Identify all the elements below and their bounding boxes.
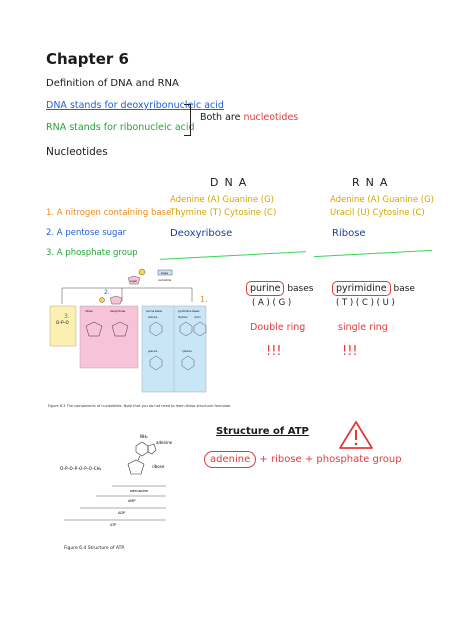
warning-icon bbox=[338, 420, 374, 454]
dna-definition: DNA stands for deoxyribonucleic acid bbox=[46, 100, 224, 111]
dna-bases-line2: Thymine (T) Cytosine (C) bbox=[170, 208, 277, 218]
divider-line-rna bbox=[314, 250, 432, 257]
nucleotide-components-figure bbox=[42, 266, 212, 398]
component-base: 1. A nitrogen containing base bbox=[46, 208, 172, 218]
single-ring-note: single ring bbox=[338, 322, 388, 333]
atp-label-adp: ADP bbox=[118, 511, 126, 515]
atp-bond bbox=[138, 456, 140, 460]
both-word: nucleotides bbox=[243, 112, 299, 123]
atp-ribose-ring bbox=[128, 460, 144, 474]
sugar-panel bbox=[80, 306, 138, 368]
atp-label-ribose: ribose bbox=[152, 464, 165, 469]
label-purine: purine bases bbox=[146, 310, 163, 313]
atp-diagram-svg bbox=[56, 430, 216, 540]
mark-1: 1. bbox=[200, 295, 208, 304]
adenine-ring-1 bbox=[136, 442, 148, 456]
mark-3: 3. bbox=[64, 313, 70, 320]
pyrimidine-label: pyrimidine bbox=[332, 281, 391, 296]
rna-bases bbox=[330, 194, 434, 220]
chapter-title: Chapter 6 bbox=[46, 50, 129, 68]
dna-bases-line1: Adenine (A) Guanine (G) bbox=[170, 195, 274, 205]
atp-structure-heading: Structure of ATP bbox=[216, 426, 309, 437]
nucleotide-diagram-svg bbox=[42, 266, 212, 398]
pyrimidine-list: ( T ) ( C ) ( U ) bbox=[336, 298, 395, 308]
purine-note bbox=[246, 276, 313, 295]
dna-column-heading: DNA bbox=[210, 176, 253, 189]
double-ring-note: Double ring bbox=[250, 322, 306, 333]
label-pyrimidine: pyrimidine bases bbox=[178, 310, 200, 313]
atp-label-adenosine: adenosine bbox=[130, 489, 149, 493]
rna-column-heading: RNA bbox=[352, 176, 394, 189]
label-nucleotide: nucleotide bbox=[158, 279, 172, 282]
component-sugar: 2. A pentose sugar bbox=[46, 228, 127, 238]
purine-suffix: bases bbox=[284, 284, 314, 294]
sugar-node-2 bbox=[110, 296, 122, 304]
figure1-caption: Figure 6.3 The components of nucleotides. Note that you do not need to learn these structural formulae. bbox=[48, 404, 232, 408]
purine-label: purine bbox=[246, 281, 284, 296]
label-ribose: ribose bbox=[85, 310, 93, 313]
label-sugar: sugar bbox=[130, 280, 138, 283]
rna-sugar: Ribose bbox=[332, 228, 366, 239]
dna-sugar: Deoxyribose bbox=[170, 228, 233, 239]
label-guanine: guanine bbox=[148, 350, 158, 353]
atp-caption: Figure 6.4 Structure of ATP. bbox=[64, 546, 125, 551]
divider-line-dna bbox=[160, 251, 306, 260]
label-base: base bbox=[161, 271, 169, 275]
component-phosphate: 3. A phosphate group bbox=[46, 248, 138, 258]
rna-definition: RNA stands for ribonucleic acid bbox=[46, 122, 195, 133]
atp-adenine: adenine bbox=[204, 451, 256, 468]
atp-label-adenine: adenine bbox=[156, 440, 173, 445]
exclamation-1: !!! bbox=[266, 344, 282, 359]
label-uracil: uracil bbox=[194, 316, 201, 319]
both-prefix: Both are bbox=[200, 112, 244, 123]
pyrimidine-suffix: base bbox=[390, 284, 415, 294]
purine-list: ( A ) ( G ) bbox=[252, 298, 292, 308]
atp-nh2: NH₂ bbox=[140, 434, 148, 439]
nucleotides-heading: Nucleotides bbox=[46, 146, 108, 158]
phosphate-formula: O–P–O bbox=[56, 320, 69, 325]
connector-lines bbox=[62, 288, 192, 304]
atp-structure-figure bbox=[56, 430, 216, 540]
phosphate-node bbox=[139, 269, 145, 275]
phosphate-panel bbox=[50, 306, 76, 346]
atp-label-atp: ATP bbox=[110, 523, 117, 527]
atp-rest: + ribose + phosphate group bbox=[256, 454, 402, 465]
adenine-ring-2 bbox=[148, 444, 156, 454]
label-adenine: adenine bbox=[148, 316, 158, 319]
pyrimidine-note bbox=[332, 276, 415, 295]
label-cytosine: cytosine bbox=[182, 350, 192, 353]
atp-phosphates: O–P–O–P–O–P–O–CH₂ bbox=[60, 466, 102, 471]
phosphate-node-2 bbox=[100, 298, 105, 303]
label-thymine: thymine bbox=[178, 316, 188, 319]
rna-bases-line1: Adenine (A) Guanine (G) bbox=[330, 195, 434, 205]
both-note bbox=[200, 112, 298, 123]
exclamation-2: !!! bbox=[342, 344, 358, 359]
dna-bases bbox=[170, 194, 276, 220]
mark-2: 2. bbox=[104, 289, 110, 296]
label-deoxyribose: deoxyribose bbox=[110, 310, 126, 313]
atp-equation bbox=[204, 454, 402, 465]
rna-bases-line2: Uracil (U) Cytosine (C) bbox=[330, 208, 425, 218]
bracket bbox=[184, 104, 191, 136]
atp-label-amp: AMP bbox=[128, 499, 136, 503]
definition-heading: Definition of DNA and RNA bbox=[46, 78, 179, 89]
